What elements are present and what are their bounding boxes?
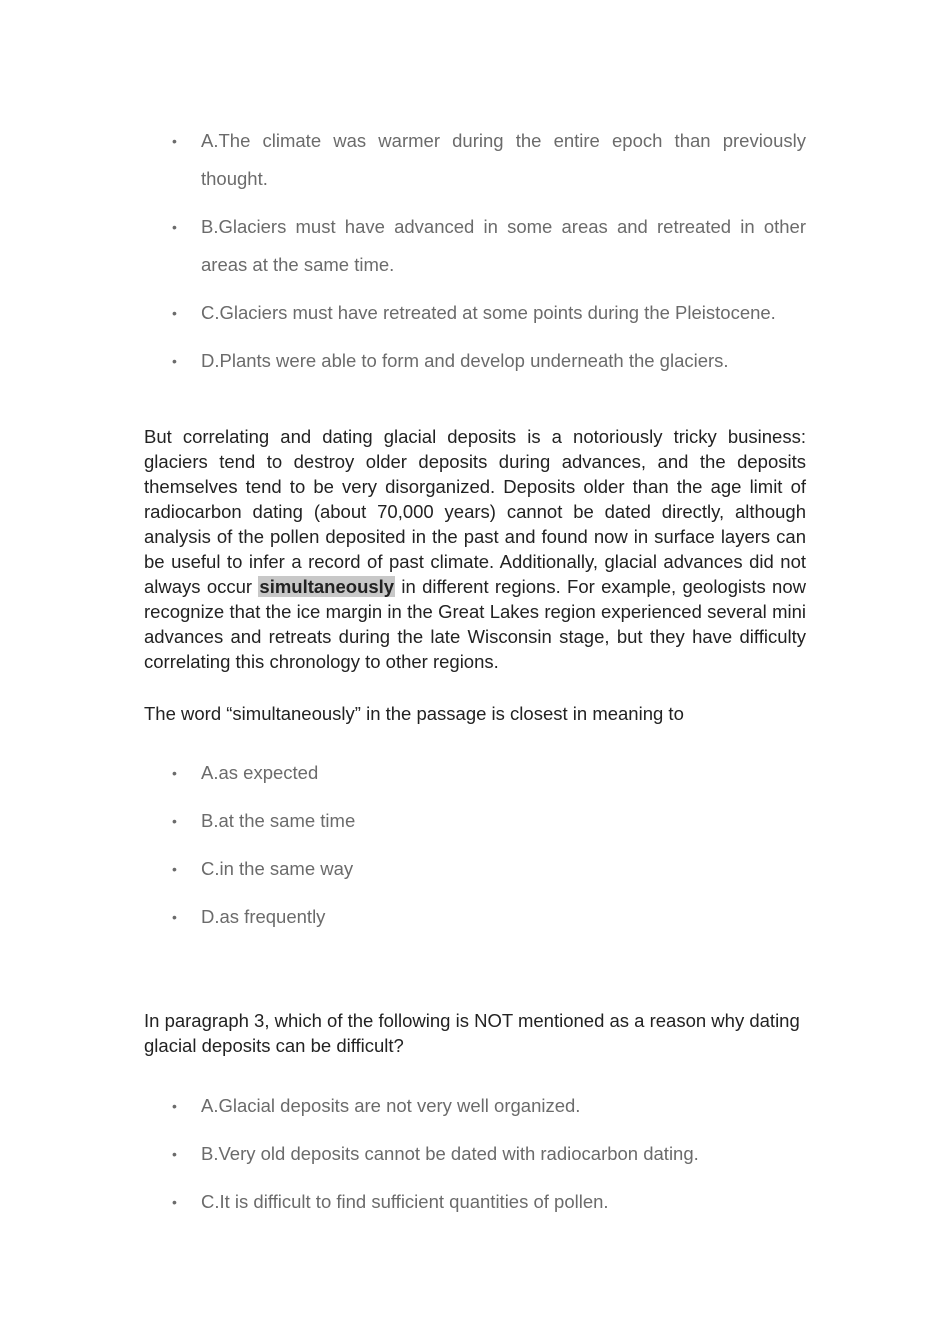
passage-text-after: in different regions. For example, geologists now recognize that the ice margin in the Great Lakes region experienced several mini advances and retreats during the late Wisconsin stage, but they have difficulty correlating this chronology to other regions.	[144, 576, 806, 672]
previous-question-options	[144, 122, 806, 390]
option-text: D.as frequently	[201, 906, 326, 927]
option-text: A.The climate was warmer during the entire epoch than previously thought.	[201, 130, 806, 189]
option-a[interactable]	[144, 122, 806, 198]
bullet-icon: •	[172, 909, 177, 925]
option-text: B.Glaciers must have advanced in some areas and retreated in other areas at the same time.	[201, 216, 806, 275]
option-text: C.Glaciers must have retreated at some points during the Pleistocene.	[201, 302, 776, 323]
bullet-icon: •	[172, 813, 177, 829]
option-c[interactable]	[144, 294, 806, 332]
bullet-icon: •	[172, 305, 177, 321]
option-text: A.Glacial deposits are not very well organized.	[201, 1095, 581, 1116]
bullet-icon: •	[172, 1098, 177, 1114]
option-d[interactable]	[144, 898, 806, 936]
bullet-icon: •	[172, 861, 177, 877]
not-mentioned-question-prompt: In paragraph 3, which of the following is NOT mentioned as a reason why dating glacial deposits can be difficult?	[144, 1010, 800, 1056]
passage-text-before: But correlating and dating glacial deposits is a notoriously tricky business: glaciers tend to destroy older deposits during advances, and the deposits themselves tend to be very disorganized. Deposits older than the age limit of radiocarbon dating (about 70,000 years) cannot be dated directly, although analysis of the pollen deposited in the past and found now in surface layers can be useful to infer a record of past climate. Additionally, glacial advances did not always occur	[144, 426, 806, 597]
option-c[interactable]	[144, 1183, 806, 1221]
option-text: B.at the same time	[201, 810, 356, 831]
option-a[interactable]	[144, 1087, 806, 1125]
option-text: D.Plants were able to form and develop underneath the glaciers.	[201, 350, 729, 371]
bullet-icon: •	[172, 219, 177, 235]
bullet-icon: •	[172, 133, 177, 149]
option-b[interactable]	[144, 208, 806, 284]
option-b[interactable]	[144, 802, 806, 840]
passage-paragraph	[144, 424, 806, 674]
vocabulary-question-options	[144, 754, 806, 946]
option-a[interactable]	[144, 754, 806, 792]
option-text: B.Very old deposits cannot be dated with radiocarbon dating.	[201, 1143, 699, 1164]
bullet-icon: •	[172, 353, 177, 369]
bullet-icon: •	[172, 765, 177, 781]
not-mentioned-question-options	[144, 1087, 806, 1231]
option-text: A.as expected	[201, 762, 319, 783]
bullet-icon: •	[172, 1146, 177, 1162]
highlighted-word: simultaneously	[259, 576, 395, 597]
option-text: C.It is difficult to find sufficient quantities of pollen.	[201, 1191, 609, 1212]
option-text: C.in the same way	[201, 858, 354, 879]
option-b[interactable]	[144, 1135, 806, 1173]
option-d[interactable]	[144, 342, 806, 380]
option-c[interactable]	[144, 850, 806, 888]
vocabulary-question-prompt: The word “simultaneously” in the passage is closest in meaning to	[144, 703, 684, 724]
bullet-icon: •	[172, 1194, 177, 1210]
